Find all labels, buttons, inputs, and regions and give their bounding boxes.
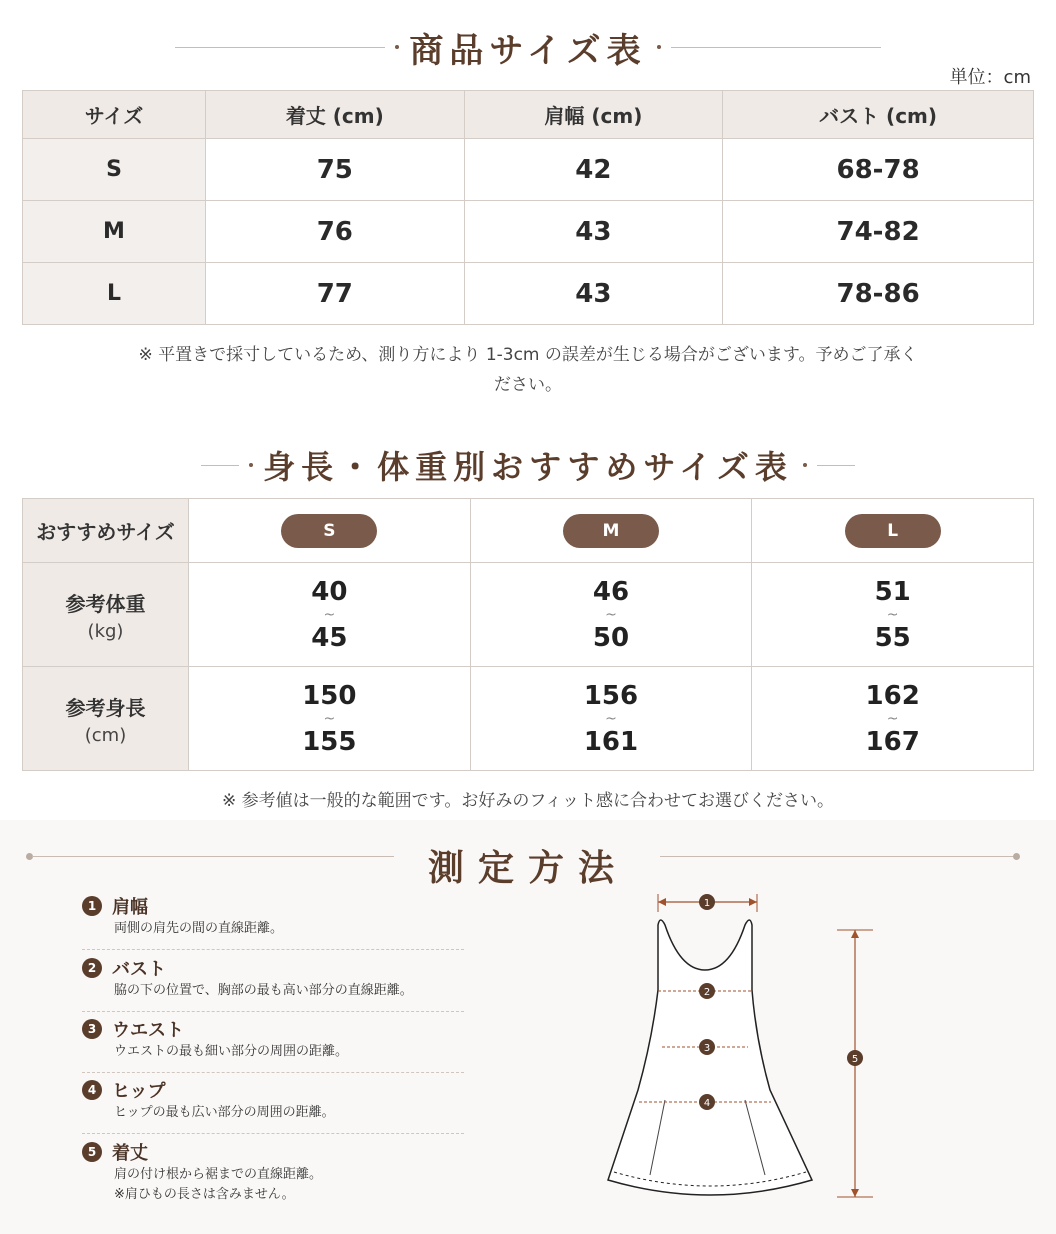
arrow-up: [851, 930, 859, 938]
item-desc-note: ※肩ひもの長さは含みません。: [114, 1187, 295, 1202]
heading-dot-left: [249, 463, 253, 467]
unit-label: 単位：cm: [949, 67, 1031, 88]
header-size: サイズ: [23, 91, 206, 139]
table-row: [23, 139, 1034, 201]
list-item: [82, 955, 464, 1012]
row-size: S: [23, 139, 206, 201]
heading-divider-left: [201, 465, 239, 466]
height-row: [23, 667, 1034, 771]
size-cell: [752, 499, 1034, 563]
weight-min: 40: [311, 576, 348, 607]
size-chart-table: [22, 90, 1034, 325]
weight-label: 参考体重: [65, 591, 146, 616]
heading-divider-right: [817, 465, 855, 466]
heading-dot-left: [395, 45, 399, 49]
badge-1-text: 1: [703, 898, 711, 909]
recommend-chart-table: [22, 498, 1034, 771]
height-label-cell: [23, 667, 189, 771]
number-badge: 5: [82, 1142, 102, 1162]
cell-shoulder: 42: [464, 139, 723, 201]
item-desc: 脇の下の位置で、胸部の最も高い部分の直線距離。: [114, 983, 413, 998]
weight-unit: (kg): [87, 620, 124, 642]
weight-min: 51: [874, 576, 911, 607]
heading-divider-left: [175, 47, 385, 48]
badge-3-text: 3: [703, 1043, 711, 1054]
item-desc: ウエストの最も細い部分の周囲の距離。: [114, 1044, 349, 1059]
header-bust: バスト (cm): [723, 91, 1034, 139]
cell-bust: 78-86: [723, 263, 1034, 325]
height-label: 参考身長: [65, 695, 146, 720]
heading-dot-right: [803, 463, 807, 467]
arrow-right: [749, 898, 757, 906]
recommend-chart-heading: [0, 440, 1056, 490]
item-label: ウエスト: [112, 1020, 184, 1041]
number-badge: 3: [82, 1019, 102, 1039]
size-cell: [470, 499, 752, 563]
height-max: 167: [865, 726, 920, 757]
note-line-2: ださい。: [494, 375, 562, 395]
size-pill-m: M: [563, 514, 659, 548]
tilde: ~: [886, 606, 899, 623]
tilde: ~: [323, 710, 336, 727]
list-item: [82, 1016, 464, 1073]
weight-max: 45: [311, 622, 348, 653]
item-desc: 両側の肩先の間の直線距離。: [114, 921, 284, 936]
recommend-size-label: おすすめサイズ: [23, 499, 189, 563]
size-chart-note: [40, 340, 1016, 400]
row-size: L: [23, 263, 206, 325]
weight-cell: [752, 563, 1034, 667]
weight-max: 50: [592, 622, 630, 653]
cell-length: 75: [206, 139, 465, 201]
heading-dot-right: [657, 45, 661, 49]
table-header-row: [23, 91, 1034, 139]
cell-bust: 74-82: [723, 201, 1034, 263]
height-max: 161: [583, 726, 639, 757]
size-chart-heading: [0, 22, 1056, 72]
badge-5-text: 5: [851, 1054, 859, 1065]
list-item: [82, 893, 464, 950]
badge-2-text: 2: [703, 987, 711, 998]
dress-body: [608, 920, 812, 1195]
number-badge: 4: [82, 1080, 102, 1100]
tilde: ~: [323, 606, 336, 623]
arrow-down: [851, 1189, 859, 1197]
cell-shoulder: 43: [464, 201, 723, 263]
weight-cell: [470, 563, 752, 667]
size-pill-l: L: [845, 514, 941, 548]
item-label: バスト: [112, 959, 166, 980]
recommend-header-row: [23, 499, 1034, 563]
dress-outline-icon: [590, 880, 890, 1210]
heading-divider-right: [671, 47, 881, 48]
tilde: ~: [605, 606, 617, 623]
item-label: 肩幅: [112, 897, 148, 918]
cell-shoulder: 43: [464, 263, 723, 325]
number-badge: 1: [82, 896, 102, 916]
badge-4-text: 4: [703, 1098, 711, 1109]
table-row: [23, 201, 1034, 263]
recommend-chart-note: ※ 参考値は一般的な範囲です。お好みのフィット感に合わせてお選びください。: [222, 791, 834, 811]
table-row: [23, 263, 1034, 325]
measurement-title: 測定方法: [427, 847, 628, 889]
size-cell: [189, 499, 471, 563]
item-desc: ヒップの最も広い部分の周囲の距離。: [114, 1105, 335, 1120]
item-label: 着丈: [112, 1143, 148, 1164]
weight-max: 55: [874, 622, 911, 653]
size-chart-title: 商品サイズ表: [409, 30, 647, 71]
height-cell: [470, 667, 752, 771]
weight-min: 46: [592, 576, 630, 607]
weight-label-cell: [23, 563, 189, 667]
item-desc: 肩の付け根から裾までの直線距離。: [114, 1167, 323, 1182]
list-item: [82, 1139, 464, 1211]
height-cell: [752, 667, 1034, 771]
note-line-1: ※ 平置きで採寸しているため、測り方により 1-3cm の誤差が生じる場合がございます。予めご了承く: [138, 345, 918, 365]
tilde: ~: [605, 710, 617, 727]
height-min: 162: [865, 680, 920, 711]
height-max: 155: [302, 726, 357, 757]
cell-length: 77: [206, 263, 465, 325]
height-unit: (cm): [84, 724, 127, 746]
weight-cell: [189, 563, 471, 667]
height-cell: [189, 667, 471, 771]
cell-bust: 68-78: [723, 139, 1034, 201]
list-item: [82, 1077, 464, 1134]
row-size: M: [23, 201, 206, 263]
number-badge: 2: [82, 958, 102, 978]
header-length: 着丈 (cm): [206, 91, 465, 139]
height-min: 150: [302, 680, 357, 711]
recommend-chart-title: 身長・体重別おすすめサイズ表: [263, 448, 793, 486]
height-min: 156: [583, 680, 639, 711]
cell-length: 76: [206, 201, 465, 263]
header-shoulder: 肩幅 (cm): [464, 91, 723, 139]
size-pill-s: S: [281, 514, 377, 548]
tilde: ~: [886, 710, 899, 727]
arrow-left: [658, 898, 666, 906]
item-label: ヒップ: [112, 1081, 166, 1102]
weight-row: [23, 563, 1034, 667]
